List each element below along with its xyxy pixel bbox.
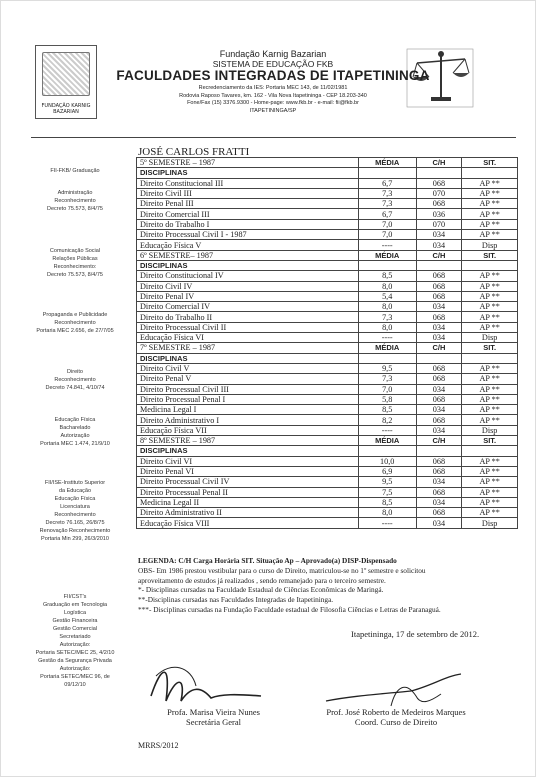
situacao: AP ** xyxy=(462,477,518,487)
column-header-media: MÉDIA xyxy=(358,343,416,353)
carga-horaria: 068 xyxy=(416,456,462,466)
carga-horaria: 034 xyxy=(416,405,462,415)
carga-horaria: 034 xyxy=(416,384,462,394)
table-row xyxy=(137,508,518,518)
table-row xyxy=(137,291,518,301)
carga-horaria: 068 xyxy=(416,363,462,373)
footer-code: MRRS/2012 xyxy=(138,741,179,750)
grade-media: 9,5 xyxy=(358,477,416,487)
carga-horaria: 034 xyxy=(416,302,462,312)
carga-horaria: 068 xyxy=(416,394,462,404)
situacao: AP ** xyxy=(462,188,518,198)
column-header-ch: C/H xyxy=(416,158,462,168)
situacao: AP ** xyxy=(462,271,518,281)
sidebar-course-block xyxy=(29,416,121,448)
discipline-name: Direito Civil V xyxy=(137,363,359,373)
sidebar-line: Reconhecimento: xyxy=(53,264,97,270)
situacao: AP ** xyxy=(462,497,518,507)
grade-media: 6,7 xyxy=(358,209,416,219)
building-emblem-icon xyxy=(42,52,90,96)
sidebar-line: Administração xyxy=(57,190,93,196)
sidebar-line: Portaria SETEC/MEC 96, de 09/12/10 xyxy=(40,674,110,688)
carga-horaria: 068 xyxy=(416,281,462,291)
sidebar-line: Decreto 75.573, 8/4/75 xyxy=(47,272,103,278)
grade-media: 9,5 xyxy=(358,363,416,373)
discipline-name: Direito Processual Civil I - 1987 xyxy=(137,230,359,240)
sidebar-course-block xyxy=(29,247,121,279)
column-header-sit: SIT. xyxy=(462,343,518,353)
situacao: AP ** xyxy=(462,456,518,466)
issue-date: Itapetininga, 17 de setembro de 2012. xyxy=(351,629,480,639)
sidebar-line: Gestão da Segurança Privada xyxy=(38,658,112,664)
situacao: Disp xyxy=(462,425,518,435)
situacao: AP ** xyxy=(462,384,518,394)
empty-cell xyxy=(416,168,462,178)
semester-header-row xyxy=(137,343,518,353)
discipline-name: Direito Penal VI xyxy=(137,466,359,476)
obs-line-2: aproveitamento de estudos já realizados , sendo remanejado para o terceiro semestre. xyxy=(138,575,386,585)
disciplinas-row xyxy=(137,168,518,178)
table-row xyxy=(137,415,518,425)
disciplinas-label: DISCIPLINAS xyxy=(137,168,359,178)
sidebar-line: Decreto 75.573, 8/4/75 xyxy=(47,206,103,212)
column-header-sit: SIT. xyxy=(462,158,518,168)
discipline-name: Direito Processual Civil III xyxy=(137,384,359,394)
carga-horaria: 070 xyxy=(416,219,462,229)
header-divider xyxy=(31,137,516,138)
situacao: AP ** xyxy=(462,199,518,209)
situacao: AP ** xyxy=(462,312,518,322)
coordinator-name: Prof. José Roberto de Medeiros Marques xyxy=(326,707,466,717)
table-row xyxy=(137,518,518,528)
grade-media: 7,3 xyxy=(358,312,416,322)
sidebar-line: Decreto 76.165, 26/8/75 xyxy=(45,520,105,526)
sidebar-line: Comunicação Social xyxy=(49,248,101,254)
sidebar-line: Reconhecimento xyxy=(54,377,96,383)
discipline-name: Direito Administrativo II xyxy=(137,508,359,518)
situacao: AP ** xyxy=(462,415,518,425)
discipline-name: Direito Penal III xyxy=(137,199,359,209)
grade-media: 8,0 xyxy=(358,322,416,332)
discipline-name: Direito Civil IV xyxy=(137,281,359,291)
table-row xyxy=(137,178,518,188)
discipline-name: Educação Física VII xyxy=(137,425,359,435)
discipline-name: Educação Física V xyxy=(137,240,359,250)
contact-line: Fone/Fax (15) 3376.9300 - Home-page: www.fkb.br - e-mail: fii@fkb.br xyxy=(187,100,359,106)
recognition-line: Recredenciamento da IES: Portaria MEC 143, de 11/02/1981 xyxy=(198,85,348,91)
discipline-name: Direito Processual Civil II xyxy=(137,322,359,332)
carga-horaria: 068 xyxy=(416,312,462,322)
semester-header-row xyxy=(137,158,518,168)
discipline-name: Direito Administrativo I xyxy=(137,415,359,425)
situacao: AP ** xyxy=(462,219,518,229)
empty-cell xyxy=(358,260,416,270)
column-header-sit: SIT. xyxy=(462,436,518,446)
situacao: Disp xyxy=(462,518,518,528)
discipline-name: Direito Constitucional III xyxy=(137,178,359,188)
sidebar-line: Graduação em Tecnologia xyxy=(42,602,108,608)
signature-secretary xyxy=(141,656,281,711)
sidebar-line: Reconhecimento xyxy=(54,198,96,204)
grade-media: 5,8 xyxy=(358,394,416,404)
situacao: AP ** xyxy=(462,394,518,404)
legend: LEGENDA: C/H Carga Horária SIT. Situação Ap – Aprovado(a) DISP-Dispensado xyxy=(138,556,397,565)
carga-horaria: 034 xyxy=(416,477,462,487)
sidebar-line: Relações Públicas xyxy=(52,256,98,262)
grade-media: ---- xyxy=(358,425,416,435)
carga-horaria: 034 xyxy=(416,230,462,240)
column-header-media: MÉDIA xyxy=(358,250,416,260)
empty-cell xyxy=(462,353,518,363)
discipline-name: Direito Processual Penal I xyxy=(137,394,359,404)
signature-block-secretary xyxy=(146,707,281,727)
empty-cell xyxy=(358,353,416,363)
discipline-name: Medicina Legal II xyxy=(137,497,359,507)
carga-horaria: 034 xyxy=(416,425,462,435)
carga-horaria: 034 xyxy=(416,497,462,507)
grade-media: 7,3 xyxy=(358,374,416,384)
empty-cell xyxy=(416,446,462,456)
grade-media: 8,5 xyxy=(358,405,416,415)
grade-media: 7,0 xyxy=(358,230,416,240)
table-row xyxy=(137,230,518,240)
table-row xyxy=(137,425,518,435)
grade-media: 6,7 xyxy=(358,178,416,188)
discipline-name: Direito do Trabalho II xyxy=(137,312,359,322)
carga-horaria: 034 xyxy=(416,333,462,343)
situacao: AP ** xyxy=(462,302,518,312)
empty-cell xyxy=(416,260,462,270)
discipline-name: Direito Constitucional IV xyxy=(137,271,359,281)
sidebar-course-block xyxy=(29,479,121,543)
table-row xyxy=(137,477,518,487)
city-line: ITAPETININGA/SP xyxy=(249,107,297,114)
grade-media: 8,2 xyxy=(358,415,416,425)
sidebar-line: Portaria Min 299, 26/3/2010 xyxy=(41,536,109,542)
sidebar-line: Bacharelado xyxy=(59,425,91,431)
sidebar-course-block xyxy=(29,368,121,392)
grade-media: 7,3 xyxy=(358,188,416,198)
grade-media: 8,5 xyxy=(358,271,416,281)
table-row xyxy=(137,405,518,415)
situacao: AP ** xyxy=(462,487,518,497)
table-row xyxy=(137,394,518,404)
discipline-name: Direito Comercial III xyxy=(137,209,359,219)
situacao: AP ** xyxy=(462,405,518,415)
situacao: AP ** xyxy=(462,230,518,240)
empty-cell xyxy=(462,260,518,270)
grade-media: 7,0 xyxy=(358,219,416,229)
table-row xyxy=(137,363,518,373)
signature-block-coordinator xyxy=(296,707,496,727)
situacao: AP ** xyxy=(462,374,518,384)
grade-media: 6,9 xyxy=(358,466,416,476)
address-line: Rodovia Raposo Tavares, km. 162 - Vila Nova Itapetininga - CEP 18.203-340 xyxy=(179,92,367,99)
sidebar-line: Propaganda e Publicidade xyxy=(42,312,108,318)
grade-media: 7,3 xyxy=(358,199,416,209)
grade-media: 10,0 xyxy=(358,456,416,466)
empty-cell xyxy=(358,168,416,178)
column-header-sit: SIT. xyxy=(462,250,518,260)
sidebar-line: Direito xyxy=(67,369,83,375)
grade-media: 8,0 xyxy=(358,281,416,291)
note-itapetininga: **-Disciplinas cursadas nas Faculdades Integradas de Itapetininga. xyxy=(138,595,334,605)
table-row xyxy=(137,456,518,466)
table-row xyxy=(137,384,518,394)
carga-horaria: 070 xyxy=(416,188,462,198)
disciplinas-label: DISCIPLINAS xyxy=(137,260,359,270)
sidebar-line: Educação Física xyxy=(54,417,96,423)
logo-caption: FUNDAÇÃO KARNIG BAZARIAN xyxy=(41,103,91,115)
semester-header-row xyxy=(137,250,518,260)
table-row xyxy=(137,209,518,219)
carga-horaria: 068 xyxy=(416,487,462,497)
empty-cell xyxy=(358,446,416,456)
discipline-name: Direito Civil VI xyxy=(137,456,359,466)
table-row xyxy=(137,333,518,343)
grade-media: 7,5 xyxy=(358,487,416,497)
carga-horaria: 068 xyxy=(416,508,462,518)
sidebar-course-block xyxy=(29,311,121,335)
column-header-ch: C/H xyxy=(416,250,462,260)
sidebar-line: Portaria MEC 1.474, 21/9/10 xyxy=(40,441,110,447)
discipline-name: Direito Processual Civil IV xyxy=(137,477,359,487)
fkb-logo xyxy=(35,45,97,119)
sidebar-course-block xyxy=(29,167,121,175)
disciplinas-label: DISCIPLINAS xyxy=(137,353,359,363)
sidebar-line: Decreto 74.841, 4/10/74 xyxy=(45,385,105,391)
header-details xyxy=(113,85,433,115)
sidebar-line: Reconhecimento xyxy=(54,320,96,326)
sidebar-line: FII-FKB/ Graduação xyxy=(50,168,100,174)
grade-media: 8,5 xyxy=(358,497,416,507)
grade-media: 8,0 xyxy=(358,508,416,518)
table-row xyxy=(137,374,518,384)
sidebar-line: Secretariado xyxy=(59,634,91,640)
empty-cell xyxy=(416,353,462,363)
carga-horaria: 068 xyxy=(416,178,462,188)
student-name: JOSÉ CARLOS FRATTI xyxy=(138,146,250,158)
disciplinas-row xyxy=(137,260,518,270)
sidebar-line: Gestão Comercial xyxy=(52,626,98,632)
discipline-name: Educação Física VIII xyxy=(137,518,359,528)
situacao: AP ** xyxy=(462,508,518,518)
grade-media: 7,0 xyxy=(358,384,416,394)
disciplinas-row xyxy=(137,353,518,363)
carga-horaria: 068 xyxy=(416,415,462,425)
situacao: AP ** xyxy=(462,466,518,476)
carga-horaria: 034 xyxy=(416,518,462,528)
discipline-name: Direito Penal V xyxy=(137,374,359,384)
grade-media: ---- xyxy=(358,333,416,343)
sidebar-line: Autorização: xyxy=(59,666,91,672)
column-header-media: MÉDIA xyxy=(358,158,416,168)
table-row xyxy=(137,312,518,322)
carga-horaria: 034 xyxy=(416,322,462,332)
sidebar-line: FII/ISE-Instituto Superior xyxy=(44,480,106,486)
situacao: AP ** xyxy=(462,363,518,373)
table-row xyxy=(137,497,518,507)
situacao: AP ** xyxy=(462,322,518,332)
grade-media: ---- xyxy=(358,518,416,528)
situacao: AP ** xyxy=(462,209,518,219)
sidebar-line: Reconhecimento xyxy=(54,512,96,518)
foundation-name: Fundação Karnig Bazarian xyxy=(219,49,327,59)
obs-line-1: OBS- Em 1986 prestou vestibular para o curso de Direito, matriculou-se no 1º semestre e solicitou xyxy=(138,565,426,575)
table-row xyxy=(137,281,518,291)
discipline-name: Direito Civil III xyxy=(137,188,359,198)
note-paranagua: ***- Disciplinas cursadas na Fundação Faculdade estadual de Filosofia Ciências e Letras de Paranaguá. xyxy=(138,604,441,614)
table-row xyxy=(137,466,518,476)
table-row xyxy=(137,271,518,281)
sidebar-line: Renovação Reconhecimento xyxy=(39,528,111,534)
semester-title: 5º SEMESTRE – 1987 xyxy=(137,158,359,168)
carga-horaria: 034 xyxy=(416,240,462,250)
coordinator-role: Coord. Curso de Direito xyxy=(354,717,438,727)
situacao: AP ** xyxy=(462,281,518,291)
sidebar-line: Logística xyxy=(63,610,86,616)
semester-header-row xyxy=(137,436,518,446)
table-row xyxy=(137,219,518,229)
table-row xyxy=(137,240,518,250)
sidebar-line: Gestão Financeira xyxy=(52,618,98,624)
carga-horaria: 068 xyxy=(416,291,462,301)
situacao: AP ** xyxy=(462,291,518,301)
secretary-name: Profa. Marisa Vieira Nunes xyxy=(167,707,260,717)
secretary-role: Secretária Geral xyxy=(186,717,241,727)
sidebar-line: Autorização xyxy=(60,433,90,439)
sidebar-line: Educação Física xyxy=(54,496,96,502)
sidebar-line: Licenciatura xyxy=(60,504,90,510)
discipline-name: Direito do Trabalho I xyxy=(137,219,359,229)
semester-title: 6º SEMESTRE– 1987 xyxy=(137,250,359,260)
carga-horaria: 068 xyxy=(416,466,462,476)
empty-cell xyxy=(462,446,518,456)
semester-title: 7º SEMESTRE – 1987 xyxy=(137,343,359,353)
column-header-ch: C/H xyxy=(416,436,462,446)
discipline-name: Direito Processual Penal II xyxy=(137,487,359,497)
sidebar-line: da Educação xyxy=(58,488,92,494)
sidebar-line: Autorização: xyxy=(59,642,91,648)
disciplinas-label: DISCIPLINAS xyxy=(137,446,359,456)
column-header-media: MÉDIA xyxy=(358,436,416,446)
discipline-name: Medicina Legal I xyxy=(137,405,359,415)
sidebar-course-block xyxy=(29,189,121,213)
sidebar-line: Portaria SETEC/MEC 25, 4/2/10 xyxy=(35,650,115,656)
table-row xyxy=(137,322,518,332)
carga-horaria: 068 xyxy=(416,199,462,209)
carga-horaria: 036 xyxy=(416,209,462,219)
empty-cell xyxy=(462,168,518,178)
notes-block xyxy=(138,556,518,615)
table-row xyxy=(137,199,518,209)
grade-media: 5,4 xyxy=(358,291,416,301)
situacao: Disp xyxy=(462,240,518,250)
sidebar-line: Portaria MEC 2.656, de 27/7/05 xyxy=(36,328,114,334)
grades-table xyxy=(136,157,518,529)
table-row xyxy=(137,188,518,198)
table-row xyxy=(137,302,518,312)
system-name: SISTEMA DE EDUCAÇÃO FKB xyxy=(212,59,334,69)
grade-media: ---- xyxy=(358,240,416,250)
disciplinas-row xyxy=(137,446,518,456)
grade-media: 8,0 xyxy=(358,302,416,312)
semester-title: 8º SEMESTRE – 1987 xyxy=(137,436,359,446)
carga-horaria: 068 xyxy=(416,271,462,281)
carga-horaria: 068 xyxy=(416,374,462,384)
discipline-name: Educação Física VI xyxy=(137,333,359,343)
situacao: Disp xyxy=(462,333,518,343)
sidebar-line: FII/CST's xyxy=(63,594,87,600)
discipline-name: Direito Penal IV xyxy=(137,291,359,301)
note-maringa: *- Disciplinas cursadas na Faculdade Estadual de Ciências Econômicas de Maringá. xyxy=(138,585,384,595)
institution-name: FACULDADES INTEGRADAS DE ITAPETININGA xyxy=(116,68,430,83)
situacao: AP ** xyxy=(462,178,518,188)
discipline-name: Direito Comercial IV xyxy=(137,302,359,312)
sidebar-course-block xyxy=(29,593,121,689)
table-row xyxy=(137,487,518,497)
column-header-ch: C/H xyxy=(416,343,462,353)
